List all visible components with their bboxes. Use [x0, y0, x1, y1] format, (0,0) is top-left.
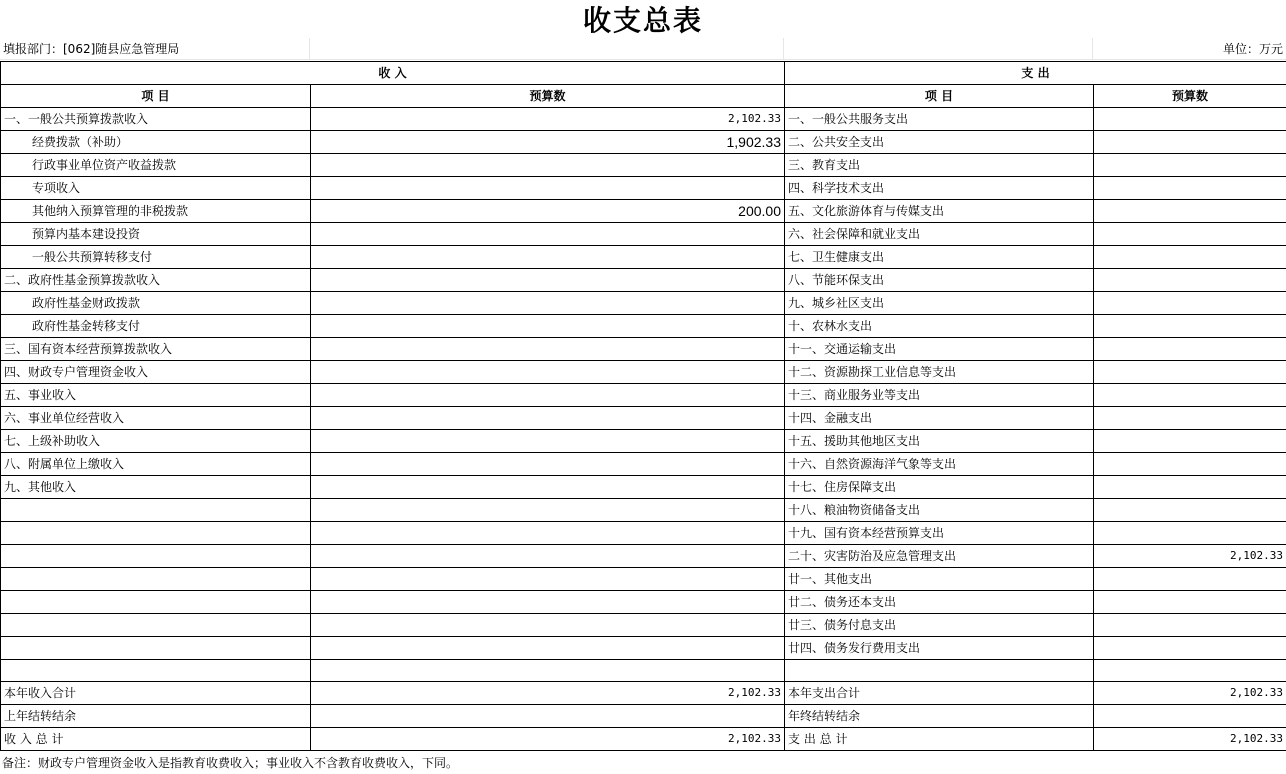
income-budget-value	[311, 177, 785, 200]
income-budget-value	[311, 292, 785, 315]
income-budget-value	[311, 499, 785, 522]
table-row	[1, 705, 1286, 728]
expense-item-label: 九、城乡社区支出	[785, 292, 1094, 315]
expense-budget-value	[1094, 384, 1286, 407]
income-item-label: 一般公共预算转移支付	[1, 246, 311, 269]
income-item-label	[1, 568, 311, 591]
expense-item-label: 廿二、债务还本支出	[785, 591, 1094, 614]
expense-item-header: 项 目	[785, 85, 1094, 108]
expense-budget-value	[1094, 591, 1286, 614]
table-row	[1, 660, 1286, 682]
income-budget-value	[311, 338, 785, 361]
expense-budget-value	[1094, 430, 1286, 453]
table-row	[1, 338, 1286, 361]
expense-item-label: 七、卫生健康支出	[785, 246, 1094, 269]
income-item-label: 行政事业单位资产收益拨款	[1, 154, 311, 177]
expense-item-label: 六、社会保障和就业支出	[785, 223, 1094, 246]
department-label: 填报部门：[062]随县应急管理局	[0, 38, 310, 60]
income-header: 收 入	[1, 62, 785, 85]
income-item-label	[1, 614, 311, 637]
income-item-label: 上年结转结余	[1, 705, 311, 728]
expense-item-label: 廿一、其他支出	[785, 568, 1094, 591]
expense-budget-value	[1094, 660, 1286, 682]
income-item-label: 一、一般公共预算拨款收入	[1, 108, 311, 131]
income-budget-value	[311, 407, 785, 430]
income-item-label: 政府性基金转移支付	[1, 315, 311, 338]
income-budget-value: 2,102.33	[311, 108, 785, 131]
income-item-label: 四、财政专户管理资金收入	[1, 361, 311, 384]
expense-item-label: 支 出 总 计	[785, 728, 1094, 751]
income-item-label: 七、上级补助收入	[1, 430, 311, 453]
expense-budget-value	[1094, 246, 1286, 269]
income-item-label: 三、国有资本经营预算拨款收入	[1, 338, 311, 361]
table-row	[1, 545, 1286, 568]
expense-header: 支 出	[785, 62, 1286, 85]
expense-item-label: 五、文化旅游体育与传媒支出	[785, 200, 1094, 223]
income-budget-value	[311, 361, 785, 384]
income-item-label: 政府性基金财政拨款	[1, 292, 311, 315]
table-row	[1, 728, 1286, 751]
expense-budget-value	[1094, 177, 1286, 200]
table-row	[1, 522, 1286, 545]
income-budget-value: 1,902.33	[311, 131, 785, 154]
income-item-label: 其他纳入预算管理的非税拨款	[1, 200, 311, 223]
expense-item-label: 廿四、债务发行费用支出	[785, 637, 1094, 660]
footnote: 备注：财政专户管理资金收入是指教育收费收入；事业收入不含教育收费收入，下同。	[2, 756, 459, 770]
expense-budget-value	[1094, 108, 1286, 131]
income-budget-value	[311, 453, 785, 476]
income-budget-value	[311, 568, 785, 591]
expense-item-label: 十五、援助其他地区支出	[785, 430, 1094, 453]
expense-budget-value	[1094, 407, 1286, 430]
expense-item-label: 三、教育支出	[785, 154, 1094, 177]
table-row	[1, 292, 1286, 315]
table-row	[1, 476, 1286, 499]
table-row	[1, 361, 1286, 384]
income-item-label	[1, 591, 311, 614]
income-budget-value	[311, 476, 785, 499]
expense-item-label: 八、节能环保支出	[785, 269, 1094, 292]
table-row	[1, 269, 1286, 292]
expense-item-label: 十八、粮油物资储备支出	[785, 499, 1094, 522]
table-row	[1, 637, 1286, 660]
income-item-label	[1, 499, 311, 522]
meta-blank-cell	[310, 38, 784, 60]
table-row	[1, 384, 1286, 407]
income-budget-value	[311, 223, 785, 246]
expense-item-label: 年终结转结余	[785, 705, 1094, 728]
expense-budget-value	[1094, 154, 1286, 177]
income-item-label: 收 入 总 计	[1, 728, 311, 751]
income-budget-value: 2,102.33	[311, 728, 785, 751]
income-budget-header: 预算数	[311, 85, 785, 108]
expense-budget-value	[1094, 522, 1286, 545]
table-row	[1, 499, 1286, 522]
income-budget-value: 2,102.33	[311, 682, 785, 705]
income-item-label: 九、其他收入	[1, 476, 311, 499]
table-row	[1, 430, 1286, 453]
expense-item-label: 十二、资源勘探工业信息等支出	[785, 361, 1094, 384]
expense-item-label: 本年支出合计	[785, 682, 1094, 705]
income-budget-value	[311, 660, 785, 682]
table-row	[1, 131, 1286, 154]
table-row	[1, 315, 1286, 338]
table-row	[1, 223, 1286, 246]
income-budget-value	[311, 522, 785, 545]
table-row	[1, 407, 1286, 430]
income-item-label: 五、事业收入	[1, 384, 311, 407]
unit-label: 单位：万元	[1093, 38, 1286, 60]
expense-budget-value	[1094, 568, 1286, 591]
expense-budget-value	[1094, 476, 1286, 499]
income-item-label	[1, 545, 311, 568]
expense-item-label: 十九、国有资本经营预算支出	[785, 522, 1094, 545]
income-budget-value	[311, 637, 785, 660]
table-row	[1, 246, 1286, 269]
expense-budget-value	[1094, 338, 1286, 361]
table-row	[1, 614, 1286, 637]
income-budget-value	[311, 614, 785, 637]
report-title: 收支总表	[582, 4, 703, 37]
income-budget-value: 200.00	[311, 200, 785, 223]
expense-budget-value	[1094, 705, 1286, 728]
table-row	[1, 682, 1286, 705]
expense-budget-value: 2,102.33	[1094, 728, 1286, 751]
income-budget-value	[311, 315, 785, 338]
expense-budget-value	[1094, 614, 1286, 637]
meta-row	[0, 38, 1286, 61]
expense-budget-value	[1094, 637, 1286, 660]
expense-budget-header: 预算数	[1094, 85, 1286, 108]
expense-budget-value	[1094, 131, 1286, 154]
table-row	[1, 108, 1286, 131]
budget-summary-table	[0, 61, 1286, 751]
table-row	[1, 453, 1286, 476]
income-item-label: 专项收入	[1, 177, 311, 200]
income-budget-value	[311, 246, 785, 269]
expense-item-label: 十三、商业服务业等支出	[785, 384, 1094, 407]
table-row	[1, 568, 1286, 591]
expense-item-label: 四、科学技术支出	[785, 177, 1094, 200]
income-item-label	[1, 660, 311, 682]
expense-item-label	[785, 660, 1094, 682]
income-budget-value	[311, 591, 785, 614]
table-row	[1, 177, 1286, 200]
income-item-label: 本年收入合计	[1, 682, 311, 705]
income-item-label: 六、事业单位经营收入	[1, 407, 311, 430]
income-budget-value	[311, 269, 785, 292]
expense-item-label: 二、公共安全支出	[785, 131, 1094, 154]
income-budget-value	[311, 154, 785, 177]
expense-item-label: 廿三、债务付息支出	[785, 614, 1094, 637]
expense-budget-value	[1094, 315, 1286, 338]
income-budget-value	[311, 430, 785, 453]
expense-budget-value	[1094, 361, 1286, 384]
expense-budget-value	[1094, 499, 1286, 522]
expense-budget-value	[1094, 200, 1286, 223]
income-budget-value	[311, 705, 785, 728]
expense-item-label: 十七、住房保障支出	[785, 476, 1094, 499]
column-header-row	[1, 85, 1286, 108]
income-item-label	[1, 637, 311, 660]
income-budget-value	[311, 384, 785, 407]
income-item-label: 经费拨款（补助）	[1, 131, 311, 154]
expense-budget-value	[1094, 269, 1286, 292]
expense-item-label: 十一、交通运输支出	[785, 338, 1094, 361]
expense-item-label: 十四、金融支出	[785, 407, 1094, 430]
table-row	[1, 200, 1286, 223]
expense-item-label: 一、一般公共服务支出	[785, 108, 1094, 131]
expense-budget-value: 2,102.33	[1094, 545, 1286, 568]
expense-item-label: 十、农林水支出	[785, 315, 1094, 338]
table-row	[1, 154, 1286, 177]
expense-item-label: 十六、自然资源海洋气象等支出	[785, 453, 1094, 476]
income-item-label: 八、附属单位上缴收入	[1, 453, 311, 476]
expense-budget-value	[1094, 292, 1286, 315]
expense-budget-value: 2,102.33	[1094, 682, 1286, 705]
income-budget-value	[311, 545, 785, 568]
table-row	[1, 591, 1286, 614]
expense-budget-value	[1094, 453, 1286, 476]
section-header-row	[1, 62, 1286, 85]
income-item-label	[1, 522, 311, 545]
expense-item-label: 二十、灾害防治及应急管理支出	[785, 545, 1094, 568]
income-item-header: 项 目	[1, 85, 311, 108]
income-item-label: 预算内基本建设投资	[1, 223, 311, 246]
meta-blank-cell	[784, 38, 1093, 60]
expense-budget-value	[1094, 223, 1286, 246]
income-item-label: 二、政府性基金预算拨款收入	[1, 269, 311, 292]
